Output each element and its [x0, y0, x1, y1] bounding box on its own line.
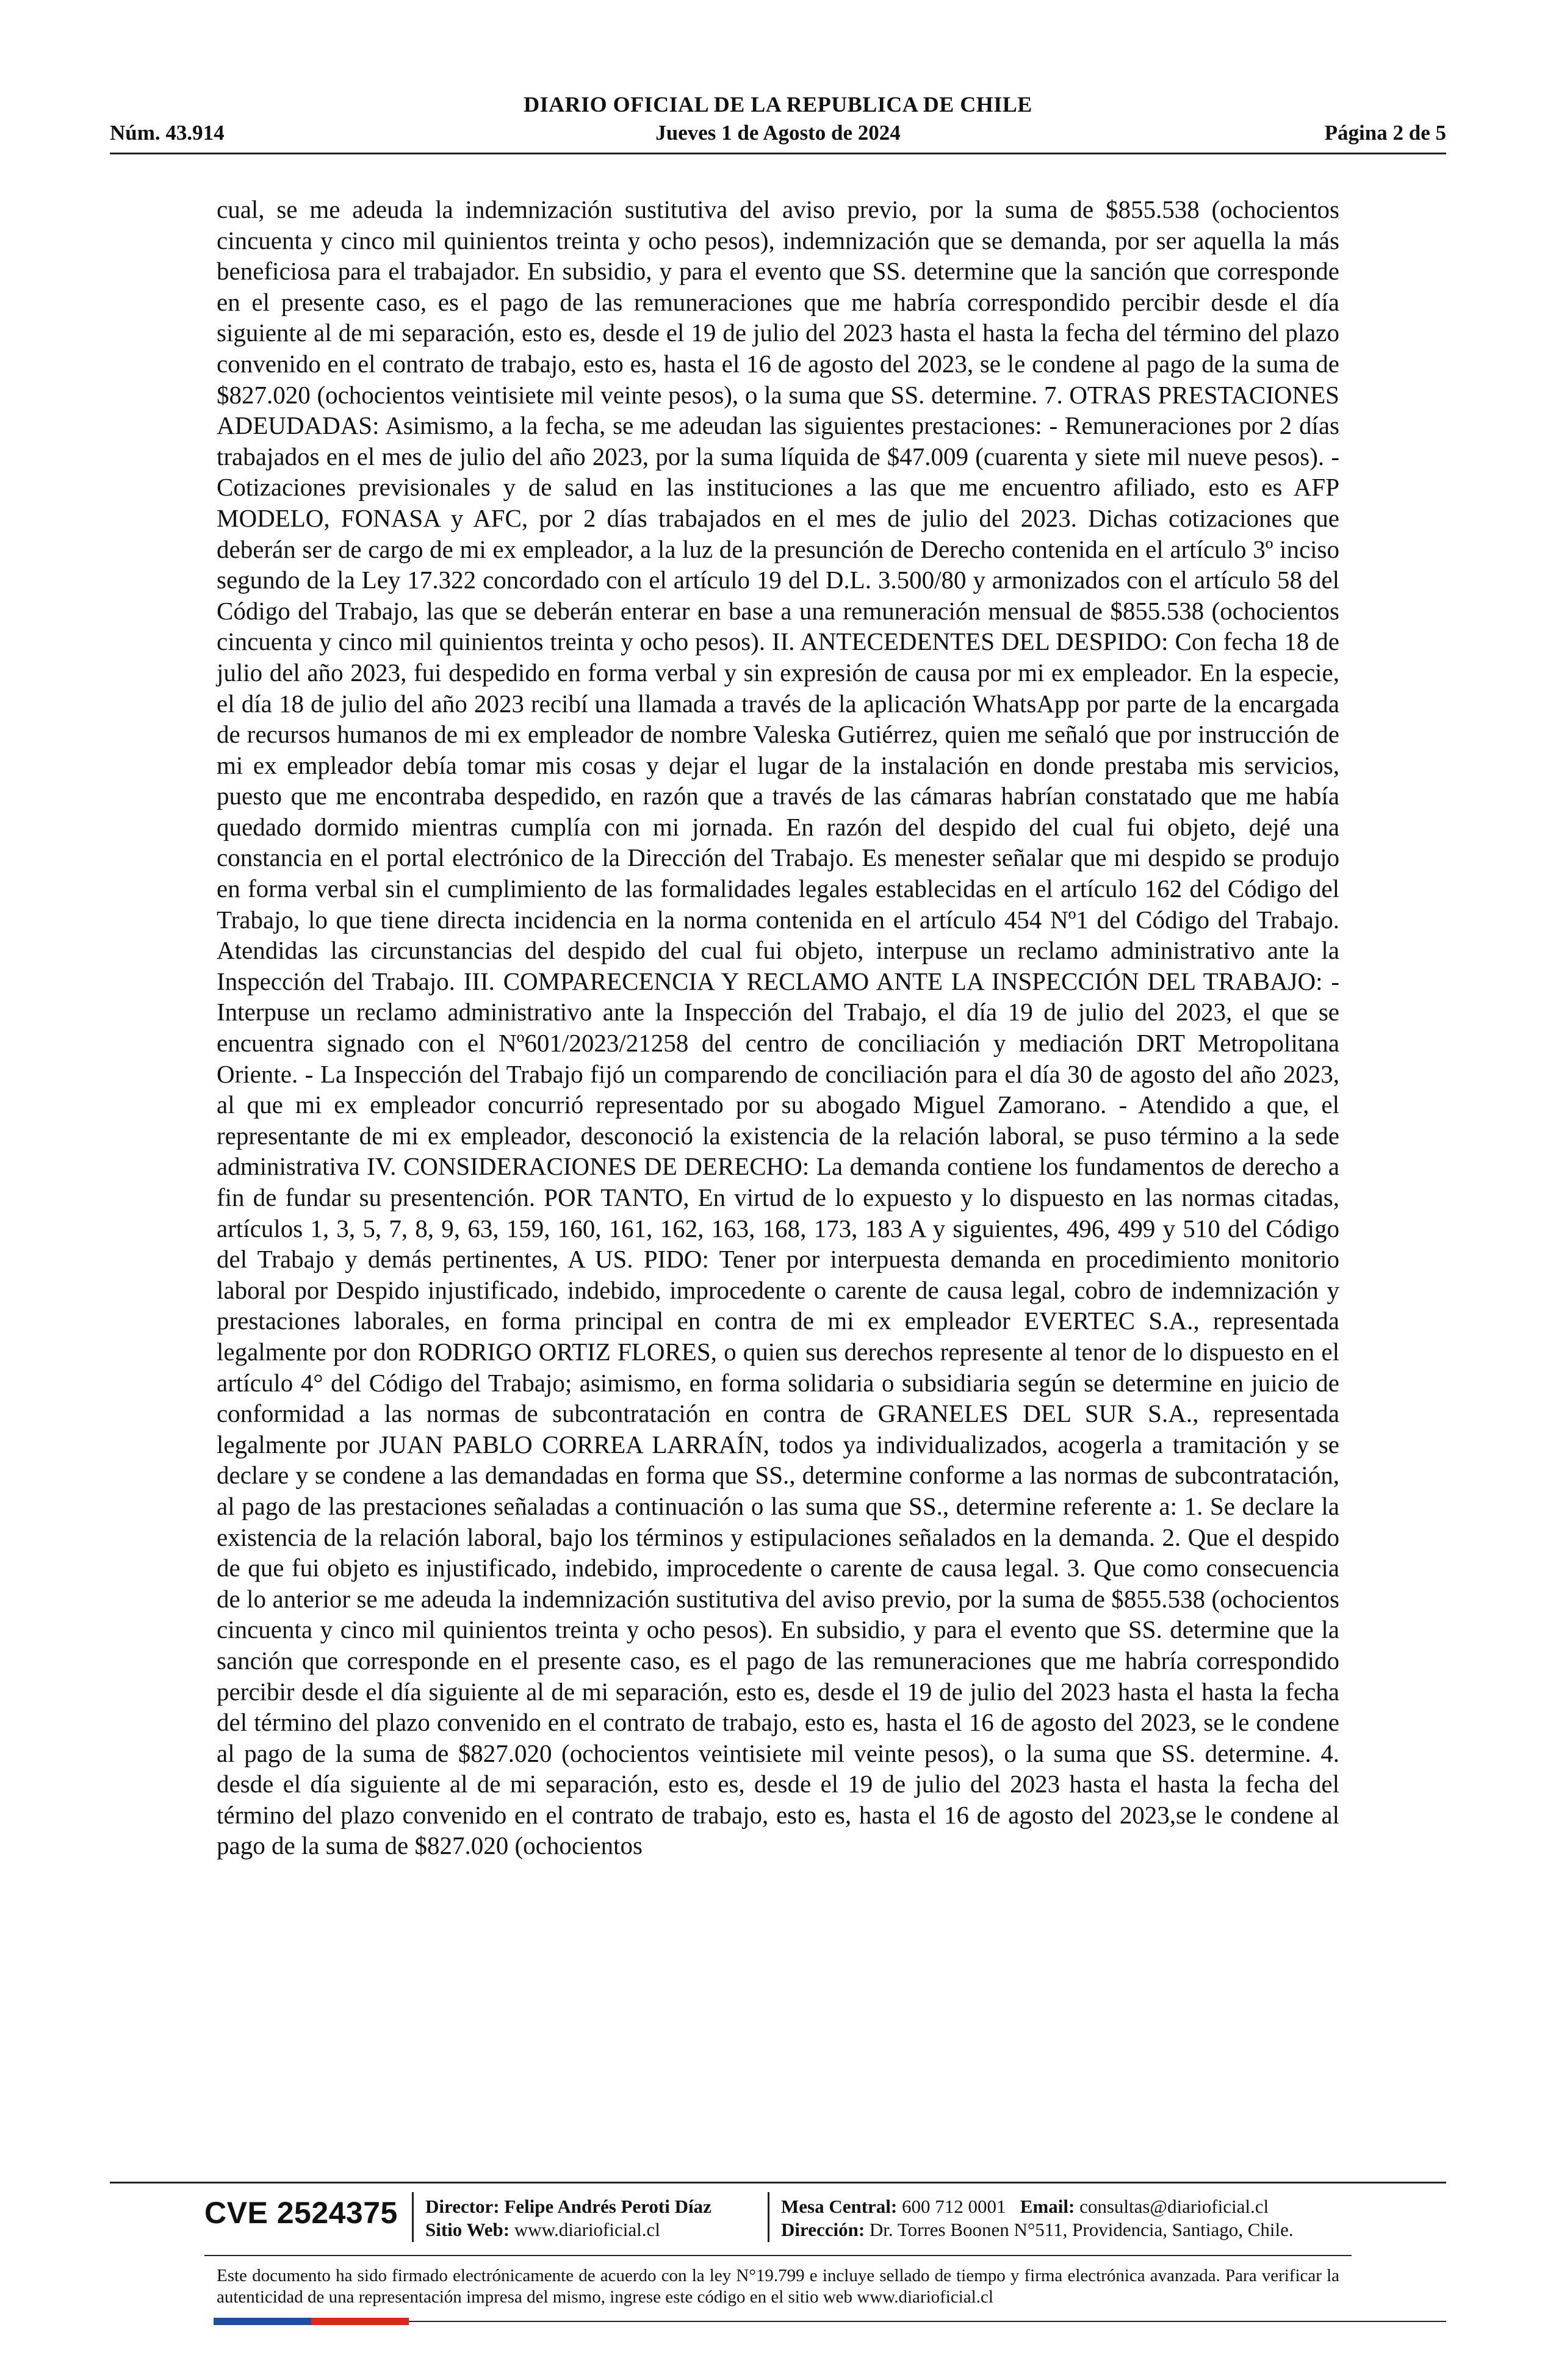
site-url[interactable]: www.diarioficial.cl	[514, 2219, 660, 2240]
header-divider	[110, 153, 1446, 154]
email-label: Email:	[1020, 2196, 1075, 2217]
footer-director-block	[425, 2195, 711, 2241]
header-row	[110, 121, 1446, 148]
email-address[interactable]: consultas@diarioficial.cl	[1079, 2196, 1269, 2217]
mesa-phone: 600 712 0001	[902, 2196, 1006, 2217]
director-name: Felipe Andrés Peroti Díaz	[504, 2196, 711, 2217]
flag-stripe-red	[311, 2318, 409, 2325]
page-number: Página 2 de 5	[1324, 121, 1446, 145]
footer-divider-mid	[204, 2255, 1352, 2256]
issue-date: Jueves 1 de Agosto de 2024	[655, 121, 901, 145]
director-label: Director:	[425, 2196, 500, 2217]
footer-divider-top	[110, 2182, 1446, 2183]
footer-separator	[412, 2192, 414, 2242]
address-label: Dirección:	[781, 2219, 865, 2240]
footer-separator	[768, 2192, 769, 2242]
footer-contact-block	[781, 2195, 1294, 2241]
site-label: Sitio Web:	[425, 2219, 510, 2240]
address-value: Dr. Torres Boonen N°511, Providencia, Santiago, Chile.	[869, 2219, 1294, 2240]
document-body: cual, se me adeuda la indemnización sustitutiva del aviso previo, por la suma de $855.538 (ochocientos cincuenta y cinco mil quinientos treinta y ocho pesos), indemnización que se demanda, por ser aquella la más beneficiosa para el trabajador. En subsidio, y para el evento que SS. determine que la sanción que corresponde en el presente caso, es el pago de las remuneraciones que me habría correspondido percibir desde el día siguiente al de mi separación, esto es, desde el 19 de julio del 2023 hasta el hasta la fecha del término del plazo convenido en el contrato de trabajo, esto es, hasta el 16 de agosto del 2023, se le condene al pago de la suma de $827.020 (ochocientos veintisiete mil veinte pesos), o la suma que SS. determine. 7. OTRAS PRESTACIONES ADEUDADAS: Asimismo, a la fecha, se me adeudan las siguientes prestaciones: - Remuneraciones por 2 días trabajados en el mes de julio del año 2023, por la suma líquida de $47.009 (cuarenta y siete mil nueve pesos). - Cotizaciones previsionales y de salud en las instituciones a las que me encuentro afiliado, esto es AFP MODELO, FONASA y AFC, por 2 días trabajados en el mes de julio del 2023. Dichas cotizaciones que deberán ser de cargo de mi ex empleador, a la luz de la presunción de Derecho contenida en el artículo 3º inciso segundo de la Ley 17.322 concordado con el artículo 19 del D.L. 3.500/80 y armonizados con el artículo 58 del Código del Trabajo, las que se deberán enterar en base a una remuneración mensual de $855.538 (ochocientos cincuenta y cinco mil quinientos treinta y ocho pesos). II. ANTECEDENTES DEL DESPIDO: Con fecha 18 de julio del año 2023, fui despedido en forma verbal y sin expresión de causa por mi ex empleador. En la especie, el día 18 de julio del año 2023 recibí una llamada a través de la aplicación WhatsApp por parte de la encargada de recursos humanos de mi ex empleador de nombre Valeska Gutiérrez, quien me señaló que por instrucción de mi ex empleador debía tomar mis cosas y dejar el lugar de la instalación en donde prestaba mis servicios, puesto que me encontraba despedido, en razón que a través de las cámaras habrían constatado que me había quedado dormido mientras cumplía con mi jornada. En razón del despido del cual fui objeto, dejé una constancia en el portal electrónico de la Dirección del Trabajo. Es menester señalar que mi despido se produjo en forma verbal sin el cumplimiento de las formalidades legales establecidas en el artículo 162 del Código del Trabajo, lo que tiene directa incidencia en la norma contenida en el artículo 454 Nº1 del Código del Trabajo. Atendidas las circunstancias del despido del cual fui objeto, interpuse un reclamo administrativo ante la Inspección del Trabajo. III. COMPARECENCIA Y RECLAMO ANTE LA INSPECCIÓN DEL TRABAJO: - Interpuse un reclamo administrativo ante la Inspección del Trabajo, el día 19 de julio del 2023, el que se encuentra signado con el Nº601/2023/21258 del centro de conciliación y mediación DRT Metropolitana Oriente. - La Inspección del Trabajo fijó un comparendo de conciliación para el día 30 de agosto del año 2023, al que mi ex empleador concurrió representado por su abogado Miguel Zamorano. - Atendido a que, el representante de mi ex empleador, desconoció la existencia de la relación laboral, se puso término a la sede administrativa IV. CONSIDERACIONES DE DERECHO: La demanda contiene los fundamentos de derecho a fin de fundar su presentención. POR TANTO, En virtud de lo expuesto y lo dispuesto en las normas citadas, artículos 1, 3, 5, 7, 8, 9, 63, 159, 160, 161, 162, 163, 168, 173, 183 A y siguientes, 496, 499 y 510 del Código del Trabajo y demás pertinentes, A US. PIDO: Tener por interpuesta demanda en procedimiento monitorio laboral por Despido injustificado, indebido, improcedente o carente de causa legal, cobro de indemnización y prestaciones laborales, en forma principal en contra de mi ex empleador EVERTEC S.A., representada legalmente por don RODRIGO ORTIZ FLORES, o quien sus derechos represente al tenor de lo dispuesto en el artículo 4° del Código del Trabajo; asimismo, en forma solidaria o subsidiaria según se determine en juicio de conformidad a las normas de subcontratación en contra de GRANELES DEL SUR S.A., representada legalmente por JUAN PABLO CORREA LARRAÍN, todos ya individualizados, acogerla a tramitación y se declare y se condene a las demandadas en forma que SS., determine conforme a las normas de subcontratación, al pago de las prestaciones señaladas a continuación o las suma que SS., determine referente a: 1. Se declare la existencia de la relación laboral, bajo los términos y estipulaciones señalados en la demanda. 2. Que el despido de que fui objeto es injustificado, indebido, improcedente o carente de causa legal. 3. Que como consecuencia de lo anterior se me adeuda la indemnización sustitutiva del aviso previo, por la suma de $855.538 (ochocientos cincuenta y cinco mil quinientos treinta y ocho pesos). En subsidio, y para el evento que SS. determine que la sanción que corresponde en el presente caso, es el pago de las remuneraciones que me habría correspondido percibir desde el día siguiente al de mi separación, esto es, desde el 19 de julio del 2023 hasta el hasta la fecha del término del plazo convenido en el contrato de trabajo, esto es, hasta el 16 de agosto del 2023, se le condene al pago de la suma de $827.020 (ochocientos veintisiete mil veinte pesos), o la suma que SS. determine. 4. desde el día siguiente al de mi separación, esto es, desde el 19 de julio del 2023 hasta el hasta la fecha del término del plazo convenido en el contrato de trabajo, esto es, hasta el 16 de agosto del 2023,se le condene al pago de la suma de $827.020 (ochocientos	[217, 195, 1339, 1860]
flag-stripe-blue	[214, 2318, 311, 2325]
signature-note: Este documento ha sido firmado electrónicamente de acuerdo con la ley N°19.799 e incluye sellado de tiempo y firma electrónica avanzada. Para verificar la autenticidad de una representación impresa del mismo, ingrese este código en el sitio web www.diarioficial.cl	[217, 2266, 1339, 2307]
issue-number: Núm. 43.914	[110, 121, 225, 145]
mesa-label: Mesa Central:	[781, 2196, 898, 2217]
newspaper-title: DIARIO OFICIAL DE LA REPUBLICA DE CHILE	[524, 92, 1032, 117]
footer-divider-bottom	[409, 2321, 1446, 2322]
cve-code: CVE 2524375	[204, 2196, 398, 2230]
